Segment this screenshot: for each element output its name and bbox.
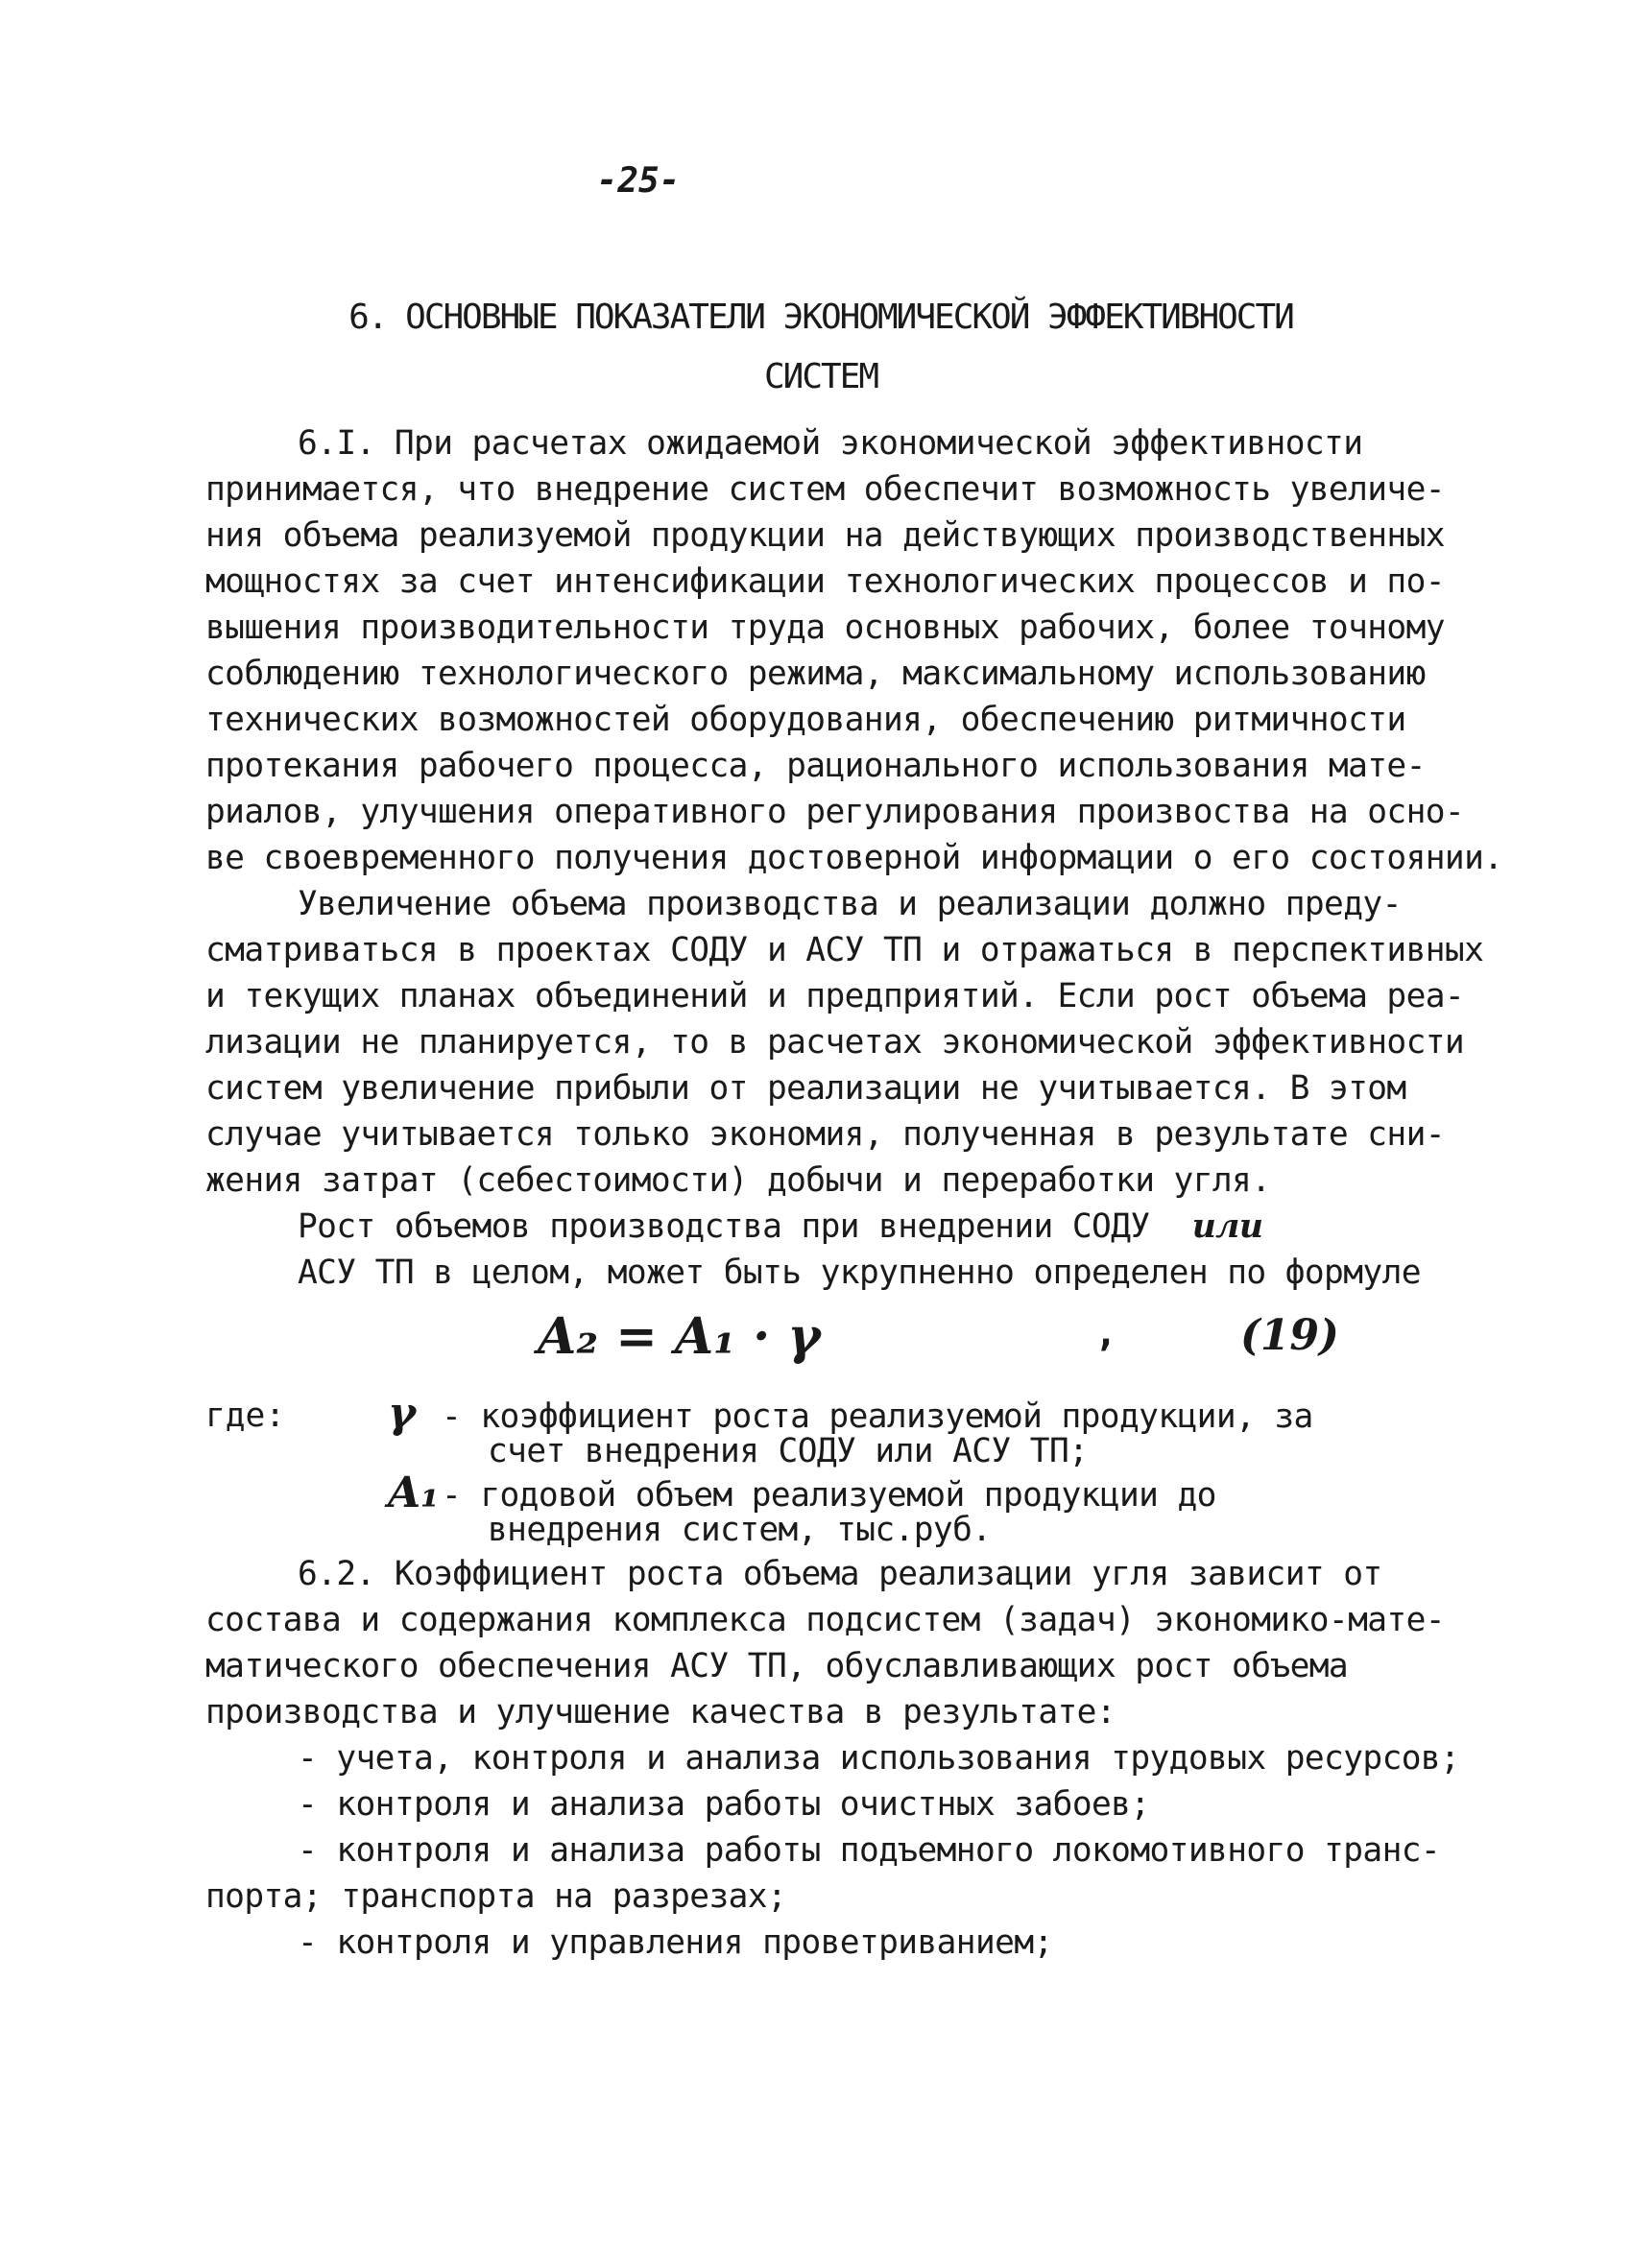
formula-expression: A₂ = A₁ · γ — [538, 1307, 821, 1366]
paragraph-line: лизации не планируется, то в расчетах экономической эффективности — [205, 1023, 1465, 1062]
paragraph-line: вышения производительности труда основных рабочих, более точному — [205, 609, 1445, 647]
paragraph-line: ния объема реализуемой продукции на действующих производственных — [205, 516, 1445, 555]
paragraph-line: матического обеспечения АСУ ТП, обуславливающих рост объема — [205, 1647, 1349, 1685]
where-label: где: — [205, 1397, 286, 1435]
gamma-symbol: γ — [388, 1389, 417, 1438]
paragraph-line: Увеличение объема производства и реализации должно преду- — [298, 885, 1402, 923]
paragraph-line: жения затрат (себестоимости) добычи и переработки угля. — [205, 1161, 1271, 1200]
paragraph-text: Рост объемов производства при внедрении СОДУ — [298, 1207, 1150, 1246]
paragraph-line: АСУ ТП в целом, может быть укрупненно определен по формуле — [298, 1253, 1421, 1292]
definition-line: - годовой объем реализуемой продукции до — [442, 1476, 1216, 1515]
a1-symbol: A₁ — [388, 1468, 440, 1517]
formula-comma: , — [1094, 1311, 1118, 1355]
formula-number: (19) — [1240, 1311, 1339, 1360]
paragraph-line: ве своевременного получения достоверной информации о его состоянии. — [205, 839, 1503, 877]
paragraph-line — [298, 1204, 1262, 1250]
paragraph-line: риалов, улучшения оперативного регулирования произвоства на осно- — [205, 793, 1465, 831]
list-item: - контроля и управления проветриванием; — [298, 1923, 1053, 1962]
section-heading-line-2: СИСТЕМ — [763, 357, 878, 396]
page-number: -25- — [596, 161, 681, 201]
paragraph-line: протекания рабочего процесса, рационального использования мате- — [205, 747, 1426, 785]
definition-line: счет внедрения СОДУ или АСУ ТП; — [488, 1432, 1089, 1470]
paragraph-line: технических возможностей оборудования, обеспечению ритмичности — [205, 701, 1406, 739]
paragraph-line: и текущих планах объединений и предприятий. Если рост объема реа- — [205, 977, 1465, 1015]
paragraph-line: случае учитывается только экономия, полученная в результате сни- — [205, 1115, 1445, 1154]
section-heading — [288, 288, 1354, 407]
paragraph-line: производства и улучшение качества в результате: — [205, 1693, 1116, 1731]
paragraph-line: принимается, что внедрение систем обеспечит возможность увеличе- — [205, 470, 1445, 509]
handwritten-insertion: или — [1191, 1207, 1263, 1246]
list-item: - учета, контроля и анализа использования трудовых ресурсов; — [298, 1739, 1460, 1778]
section-heading-line-1: 6. ОСНОВНЫЕ ПОКАЗАТЕЛИ ЭКОНОМИЧЕСКОЙ ЭФФЕКТИВНОСТИ — [348, 298, 1293, 337]
list-item: - контроля и анализа работы очистных забоев; — [298, 1785, 1150, 1824]
definition-line: внедрения систем, тыс.руб. — [488, 1511, 992, 1549]
paragraph-line: сматриваться в проектах СОДУ и АСУ ТП и отражаться в перспективных — [205, 931, 1484, 969]
list-item: - контроля и анализа работы подъемного локомотивного транс- — [298, 1831, 1441, 1870]
paragraph-line: систем увеличение прибыли от реализации не учитывается. В этом — [205, 1069, 1406, 1108]
paragraph-line: 6.2. Коэффициент роста объема реализации угля зависит от — [298, 1555, 1382, 1593]
definition-line: - коэффициент роста реализуемой продукции, за — [442, 1397, 1313, 1436]
paragraph-line: 6.I. При расчетах ожидаемой экономической эффективности — [298, 424, 1363, 463]
formula — [0, 1307, 1632, 1394]
paragraph-line: соблюдению технологического режима, максимальному использованию — [205, 655, 1426, 693]
list-item: порта; транспорта на разрезах; — [205, 1877, 787, 1916]
paragraph-line: состава и содержания комплекса подсистем (задач) экономико-мате- — [205, 1601, 1445, 1639]
paragraph-line: мощностях за счет интенсификации технологических процессов и по- — [205, 562, 1445, 601]
